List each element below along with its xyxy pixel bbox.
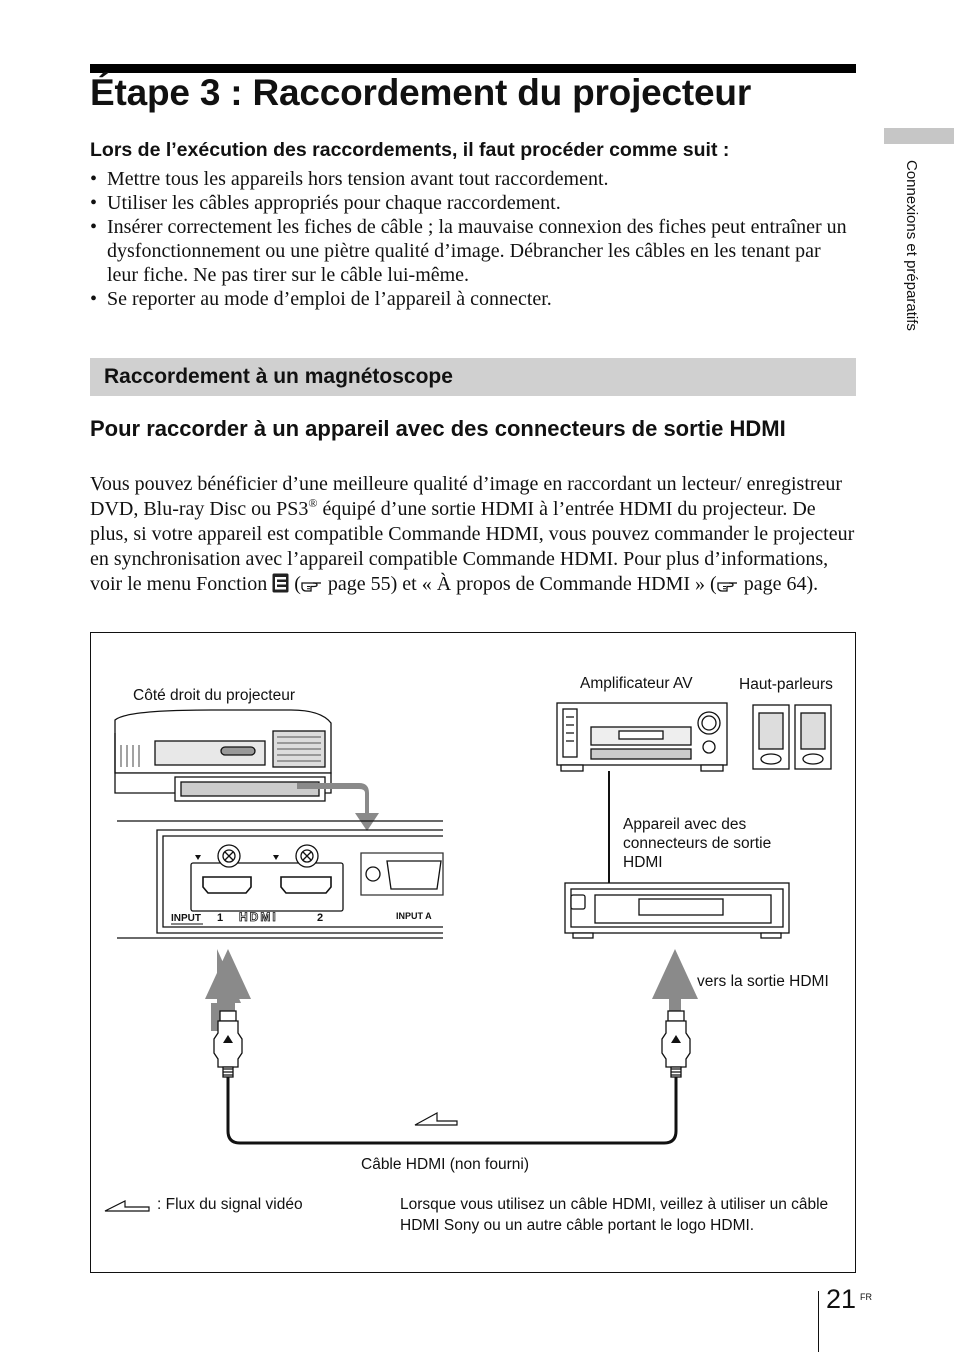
legend-label: : Flux du signal vidéo (157, 1196, 303, 1213)
list-item: • Mettre tous les appareils hors tension avant tout raccordement. (90, 167, 856, 191)
speakers-illustration (753, 705, 831, 769)
input-panel (117, 821, 443, 938)
list-item: • Utiliser les câbles appropriés pour chaque raccordement. (90, 191, 856, 215)
list-item: • Insérer correctement les fiches de câble ; la mauvaise connexion des fiches peut entraîner un dysfonctionnement ou une piètre qualité d’image. Débrancher les câbles en les tenant par leur fiche. Ne pas tirer sur le câble lui-même. (90, 215, 856, 287)
hdmi-port-2-label: 2 (317, 912, 324, 924)
language-code: FR (860, 1292, 872, 1302)
hdmi-device-illustration (565, 883, 789, 938)
signal-flow-arrow (415, 1113, 457, 1125)
hdmi-cable (228, 1077, 676, 1143)
pointing-hand-icon (301, 577, 323, 593)
paragraph-text: équipé d’une sortie HDMI à l’entrée HDMI du projecteur. De plus, si votre appareil est compatible Commande HDMI, vous pouvez commander le projecteur en synchronisation avec l’appareil compatible Commande HDMI. Pour plus d’informations, voir le menu Fonction (90, 498, 855, 595)
paragraph-text: ( (289, 573, 301, 595)
hdmi-plug-left (214, 1011, 242, 1077)
legend-arrow-icon (105, 1201, 149, 1211)
side-section-label: Connexions et préparatifs (903, 160, 920, 331)
hdmi-cable-label: Câble HDMI (non fourni) (361, 1156, 529, 1173)
hdmi-device-label: Appareil avec des connecteurs de sortie HDMI (623, 816, 772, 871)
connection-diagram (90, 632, 856, 1273)
av-amplifier-illustration (557, 703, 727, 771)
hdmi-logo: HDMI (239, 910, 278, 924)
section-band (90, 358, 856, 396)
input-label: INPUT (171, 913, 201, 924)
page-title: Étape 3 : Raccordement du projecteur (90, 72, 752, 113)
pointing-hand-icon (717, 577, 739, 593)
paragraph-text: page 55) et « À propos de Commande HDMI » ( (322, 573, 717, 595)
paragraph-text: page 64). (738, 573, 819, 595)
speakers-label: Haut-parleurs (739, 676, 833, 693)
list-item: • Se reporter au mode d’emploi de l’appareil à connecter. (90, 287, 856, 311)
body-paragraph (90, 472, 856, 597)
page-number-rule (818, 1291, 819, 1352)
function-menu-icon (272, 573, 289, 593)
intro-heading: Lors de l’exécution des raccordements, il faut procéder comme suit : (90, 139, 730, 161)
section-title: Raccordement à un magnétoscope (104, 365, 453, 388)
amplifier-label: Amplificateur AV (580, 675, 693, 692)
to-hdmi-output-label: vers la sortie HDMI (697, 973, 829, 990)
hdmi-cable-note: Lorsque vous utilisez un câble HDMI, veillez à utiliser un câble HDMI Sony ou un autre câble portant le logo HDMI. (400, 1196, 829, 1234)
hdmi-port-1-label: 1 (217, 912, 224, 924)
paragraph-text: Vous pouvez bénéficier d’une meilleure qualité d’image en raccordant un lecteur/ enregistreur DVD, Blu-ray Disc ou PS3 (90, 473, 843, 520)
sub-heading: Pour raccorder à un appareil avec des connecteurs de sortie HDMI (90, 416, 786, 441)
page-number: 21 (826, 1284, 857, 1314)
registered-mark: ® (308, 496, 318, 510)
instruction-list (90, 167, 856, 311)
projector-side-label: Côté droit du projecteur (133, 687, 295, 704)
hdmi-plug-right (662, 1011, 690, 1077)
section-tab-marker (884, 128, 954, 144)
input-a-label: INPUT A (396, 911, 432, 921)
